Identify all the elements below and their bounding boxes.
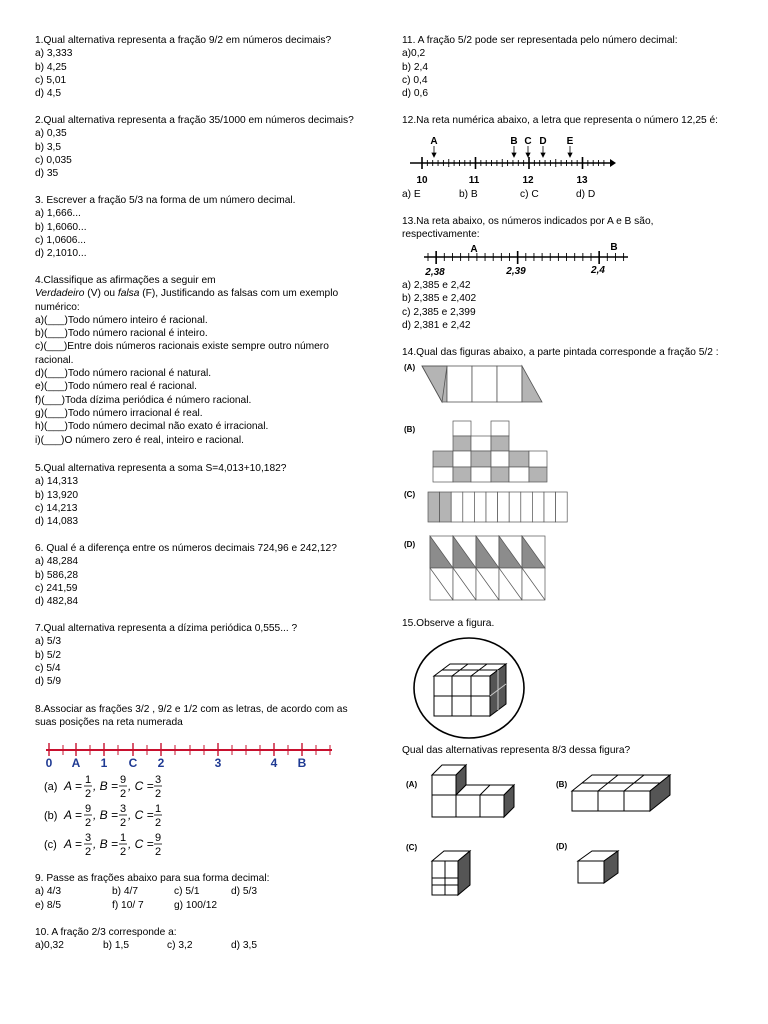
question-8 (35, 703, 348, 730)
question-13-options (402, 279, 476, 332)
denominator: 2 (84, 788, 92, 800)
option: a)0,32 (35, 940, 64, 952)
option: a) 1,666... (35, 208, 81, 220)
text: (V) ou (84, 288, 118, 300)
question-14-title: 14.Qual das figuras abaixo, a parte pintada corresponde a fração 5/2 : (402, 347, 719, 358)
point-letter: E (566, 136, 574, 147)
question-15-text: Qual das alternativas representa 8/3 dessa figura? (402, 745, 631, 756)
question-10-options (35, 939, 258, 952)
q8-number-line (40, 738, 340, 768)
strip-cell (440, 492, 452, 522)
figure-label: (A) (404, 363, 416, 372)
tick-label: 11 (468, 175, 480, 186)
numerator: 3 (154, 774, 162, 786)
numerator: 3 (84, 832, 92, 844)
strip-cell (556, 492, 568, 522)
question-7 (35, 622, 297, 688)
option: d) 4,5 (35, 88, 62, 100)
option: b) 3,5 (35, 141, 62, 153)
option-letter: (c) (44, 839, 57, 851)
tick-label: 2 (157, 756, 165, 770)
option: a) 14,313 (35, 476, 79, 488)
question-3-title: 3. Escrever a fração 5/3 na forma de um número decimal. (35, 195, 296, 206)
denominator: 2 (84, 817, 92, 829)
question-11 (402, 34, 678, 100)
question-4 (35, 274, 338, 447)
option-d-figure (578, 851, 618, 883)
option: b) 1,6060... (35, 221, 87, 233)
point-letter: C (524, 136, 532, 147)
option: b) 5/2 (35, 649, 62, 661)
option: c) 5,01 (35, 74, 67, 86)
arrows (432, 146, 572, 157)
option: d) 3,5 (231, 940, 258, 952)
question-13-title-cont: respectivamente: (402, 229, 480, 241)
var-label: , B = (93, 779, 119, 793)
option: b) B (459, 189, 478, 200)
denominator: 2 (119, 788, 127, 800)
option: c) 2,385 e 2,399 (402, 306, 476, 318)
question-1-title: 1.Qual alternativa representa a fração 9/2 em números decimais? (35, 35, 332, 46)
text: (F), Justificando as falsas com um exemplo (139, 288, 339, 300)
option: c) 1,0606... (35, 234, 86, 246)
option: b) 2,385 e 2,402 (402, 293, 477, 305)
numerator: 3 (119, 803, 127, 815)
denominator: 2 (154, 846, 162, 858)
question-13 (402, 215, 653, 242)
q13-number-line (424, 240, 634, 278)
option-letter: (b) (44, 810, 58, 822)
italic-term: Verdadeiro (35, 288, 85, 300)
question-4-line2 (35, 287, 338, 300)
question-6-title: 6. Qual é a diferença entre os números decimais 724,96 e 242,12? (35, 543, 337, 554)
question-14 (402, 346, 719, 359)
option: d) 2,1010... (35, 248, 87, 260)
question-5-title: 5.Qual alternativa representa a soma S=4,013+10,182? (35, 463, 287, 474)
var-label: , C = (128, 837, 154, 851)
question-9 (35, 872, 269, 912)
tick-label: 2,39 (506, 266, 526, 277)
option: b) 586,28 (35, 569, 79, 581)
item: d) 5/3 (231, 886, 258, 898)
tick-label: 2,38 (425, 267, 445, 278)
option-a-figure (432, 765, 514, 817)
option: a) 0,35 (35, 128, 67, 140)
question-9-row1 (35, 885, 269, 898)
statement: a)(___)Todo número inteiro é racional. (35, 314, 208, 326)
tick-label: 4 (270, 756, 278, 770)
option-b-figure (572, 775, 670, 811)
option: a) 48,284 (35, 556, 79, 568)
option: c) 5/4 (35, 662, 61, 674)
option: d) 35 (35, 168, 59, 180)
question-7-title: 7.Qual alternativa representa a dízima periódica 0,555... ? (35, 623, 298, 634)
option: c) C (520, 189, 539, 200)
option: c) 3,2 (167, 940, 193, 952)
point-letter: B (610, 242, 618, 253)
option-b (44, 803, 162, 829)
tick-label: 2,4 (591, 265, 605, 276)
denominator: 2 (154, 817, 162, 829)
numerator: 9 (119, 774, 127, 786)
option: d) 14,083 (35, 516, 79, 528)
option-label: (B) (556, 780, 568, 789)
question-8-title-cont: suas posições na reta numerada (35, 717, 183, 729)
point-letter: B (510, 136, 518, 147)
strip-cell (498, 492, 510, 522)
question-4-line3: numérico: (35, 301, 80, 313)
denominator: 2 (84, 846, 92, 858)
statement: h)(___)Todo número decimal não exato é irracional. (35, 421, 269, 433)
question-4-title: 4.Classifique as afirmações a seguir em (35, 275, 216, 286)
item: e) 8/5 (35, 899, 62, 911)
var-label: , B = (93, 837, 119, 851)
item: b) 4/7 (112, 886, 139, 898)
strip-cell (463, 492, 475, 522)
tick-label: 12 (522, 175, 534, 186)
option: a) 2,385 e 2,42 (402, 280, 471, 291)
tick-label: 3 (214, 756, 222, 770)
question-15-question (402, 744, 630, 757)
tick-label: 10 (416, 175, 428, 186)
option-letter: (a) (44, 781, 58, 793)
strip-cell (428, 492, 440, 522)
statement: b)(___)Todo número racional é inteiro. (35, 328, 208, 340)
option: d) D (576, 189, 596, 200)
tick-label: C (128, 756, 138, 770)
var-label: , B = (93, 808, 119, 822)
var-label: A = (64, 837, 82, 851)
figure-a (422, 366, 542, 402)
strip-cell (521, 492, 533, 522)
var-label: , C = (128, 779, 154, 793)
tick-label: A (71, 756, 81, 770)
statement: c)(___)Entre dois números racionais existe sempre outro número (35, 341, 329, 353)
statement: g)(___)Todo número irracional é real. (35, 407, 203, 419)
figure-label: (B) (404, 425, 416, 434)
figure-label: (D) (404, 540, 416, 549)
numerator: 1 (119, 832, 127, 844)
figure-c (428, 492, 567, 522)
option: b) 2,4 (402, 61, 429, 73)
option-a (44, 774, 162, 800)
option-c (44, 832, 162, 858)
question-5 (35, 462, 286, 528)
denominator: 2 (119, 846, 127, 858)
q15-figure (412, 636, 528, 742)
numerator: 9 (84, 803, 92, 815)
question-12-options (402, 188, 742, 202)
question-10-title: 10. A fração 2/3 corresponde a: (35, 927, 177, 938)
question-3 (35, 194, 295, 260)
statement: racional. (35, 354, 74, 366)
statement: d)(___)Todo número racional é natural. (35, 368, 212, 380)
q14-figures (402, 360, 582, 605)
option: b) 13,920 (35, 489, 79, 501)
option: c) 241,59 (35, 582, 78, 594)
option: b) 4,25 (35, 61, 67, 73)
figure-b (433, 421, 547, 482)
question-13-title: 13.Na reta abaixo, os números indicados por A e B são, (402, 216, 654, 227)
item: c) 5/1 (174, 886, 200, 898)
numerator: 1 (84, 774, 92, 786)
point-letter: A (470, 244, 478, 255)
italic-term: falsa (117, 288, 140, 300)
item: a) 4/3 (35, 886, 62, 898)
option: b) 1,5 (103, 940, 130, 952)
option: d) 0,6 (402, 88, 429, 100)
question-10 (35, 926, 258, 953)
option: a) 5/3 (35, 636, 62, 648)
option-label: (A) (406, 780, 418, 789)
numerator: 1 (154, 803, 162, 815)
q8-options (44, 770, 184, 865)
cube-stack (434, 664, 506, 716)
option: a)0,2 (402, 48, 426, 60)
statement: e)(___)Todo número real é racional. (35, 381, 197, 393)
figure-label: (C) (404, 490, 416, 499)
item: f) 10/ 7 (112, 899, 144, 911)
option: c) 14,213 (35, 502, 78, 514)
option: d) 5/9 (35, 676, 62, 688)
strip-cell (532, 492, 544, 522)
question-8-title: 8.Associar as frações 3/2 , 9/2 e 1/2 com as letras, de acordo com as (35, 704, 348, 715)
option: c) 0,035 (35, 154, 72, 166)
question-15 (402, 617, 494, 630)
strip-cell (451, 492, 463, 522)
option: a) 3,333 (35, 48, 73, 60)
option: d) 482,84 (35, 596, 79, 608)
tick-label: 13 (576, 175, 588, 186)
question-1 (35, 34, 331, 100)
question-12 (402, 114, 718, 127)
option-label: (C) (406, 843, 418, 852)
q12-number-line (404, 133, 614, 186)
question-9-title: 9. Passe as frações abaixo para sua forma decimal: (35, 873, 270, 884)
option-label: (D) (556, 842, 568, 851)
denominator: 2 (154, 788, 162, 800)
question-6 (35, 542, 337, 608)
option-c-figure (432, 851, 470, 895)
option: d) 2,381 e 2,42 (402, 319, 471, 331)
var-label: A = (64, 779, 82, 793)
figure-d (430, 536, 545, 600)
strip-cell (509, 492, 521, 522)
point-letter: A (430, 136, 438, 147)
numerator: 9 (154, 832, 162, 844)
strip-cell (544, 492, 556, 522)
var-label: , C = (128, 808, 154, 822)
tick-label: 0 (45, 756, 53, 770)
option: c) 0,4 (402, 74, 428, 86)
strip-cell (474, 492, 486, 522)
option: a) E (402, 189, 421, 200)
tick-label: 1 (100, 756, 108, 770)
question-15-title: 15.Observe a figura. (402, 618, 495, 629)
strip-cell (486, 492, 498, 522)
statement: f)(___)Toda dízima periódica é número racional. (35, 394, 252, 406)
q15-options (404, 757, 734, 897)
var-label: A = (64, 808, 82, 822)
point-letter: D (539, 136, 547, 147)
statement: i)(___)O número zero é real, inteiro e racional. (35, 434, 244, 446)
item: g) 100/12 (174, 899, 218, 911)
denominator: 2 (119, 817, 127, 829)
question-12-title: 12.Na reta numérica abaixo, a letra que representa o número 12,25 é: (402, 115, 719, 126)
question-11-title: 11. A fração 5/2 pode ser representada pelo número decimal: (402, 35, 678, 46)
question-2-title: 2.Qual alternativa representa a fração 35/1000 em números decimais? (35, 115, 354, 126)
question-2 (35, 114, 354, 180)
question-9-row2 (35, 899, 269, 912)
tick-label: B (297, 756, 307, 770)
